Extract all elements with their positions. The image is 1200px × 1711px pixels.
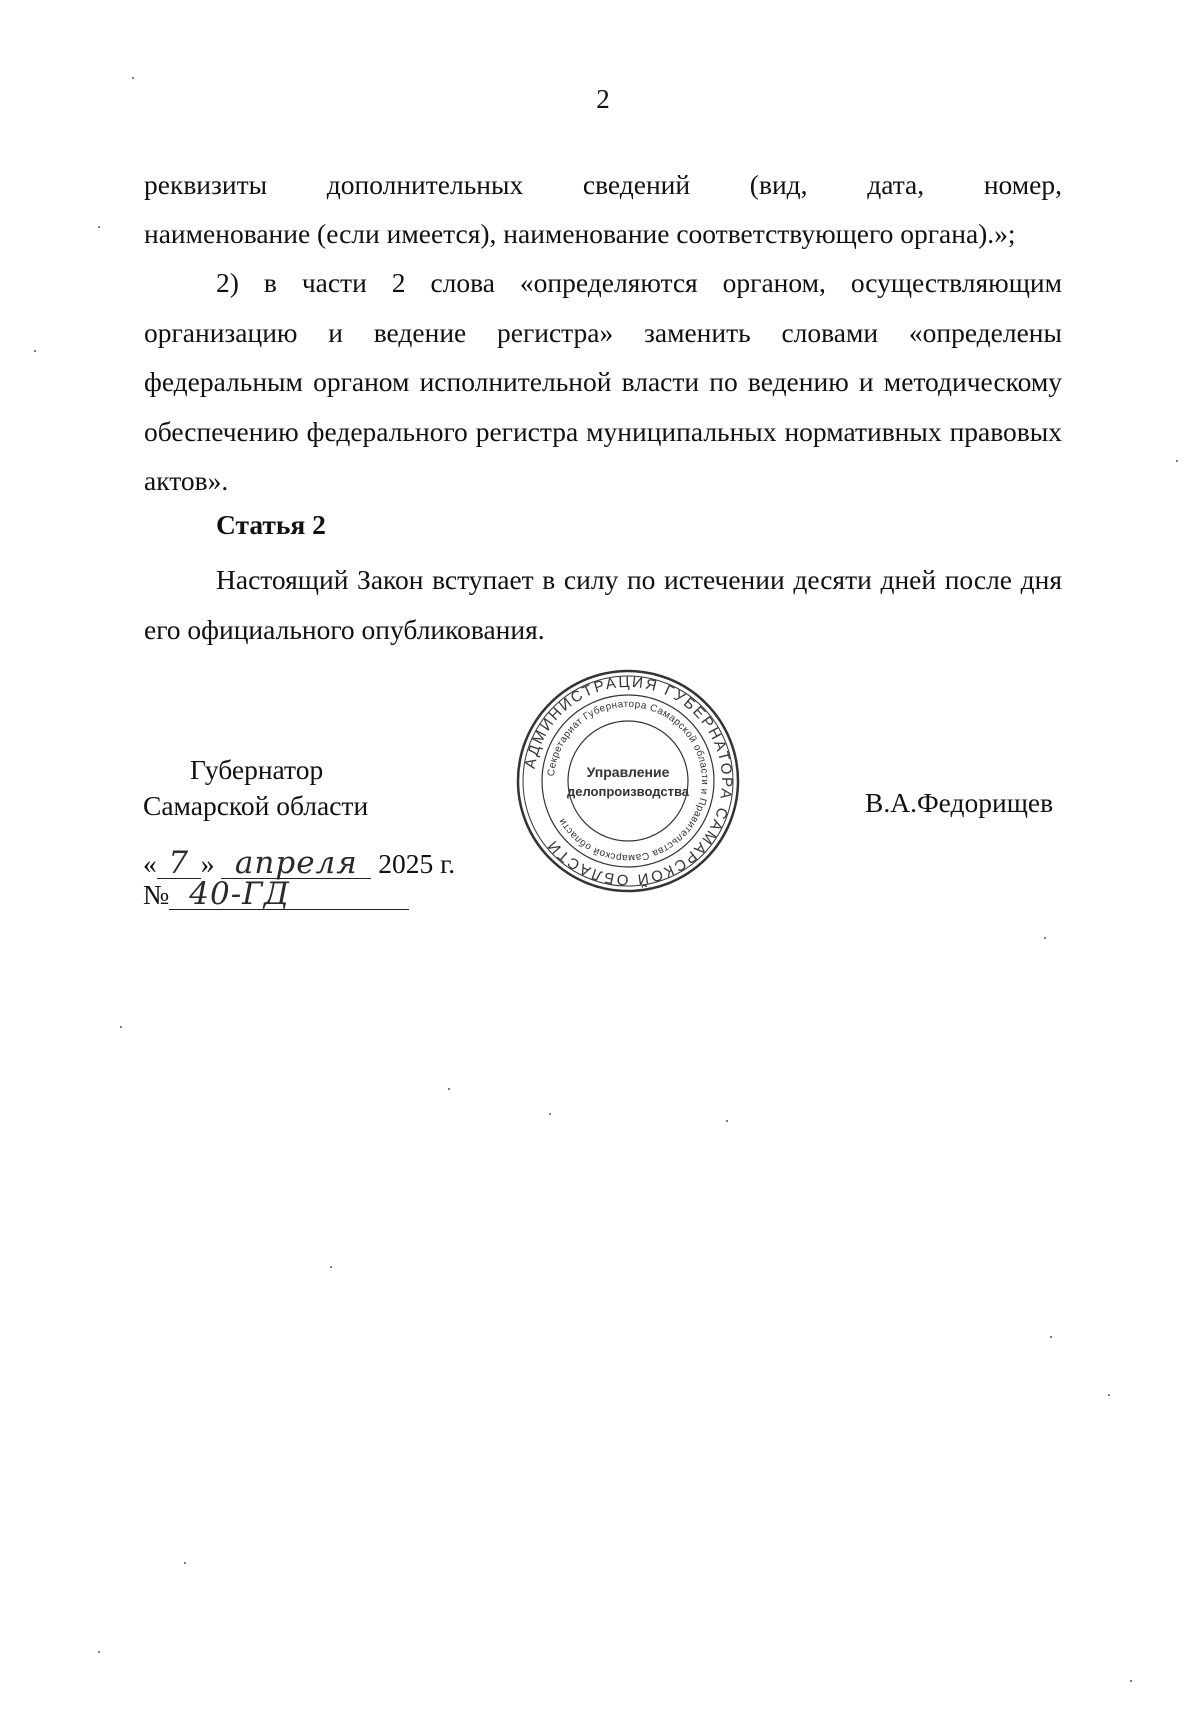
date-close-quote: » [200, 848, 215, 879]
page-number: 2 [596, 84, 610, 114]
signatory-title-line1: Губернатор [190, 754, 324, 785]
stamp-inner-text: Секретариат Губернатора Самарской области и Правительства Самарской области [546, 698, 711, 864]
scan-speck [1108, 1394, 1110, 1396]
stamp-center-line2: делопроизводства [566, 784, 690, 799]
paragraph-effective-date: Настоящий Закон вступает в силу по истечении десяти дней после дня его официального опубликования. [144, 564, 1062, 645]
law-number [143, 876, 409, 912]
paragraph-line: наименование (если имеется), наименование соответствующего органа).»; [144, 218, 1016, 249]
scan-speck [726, 1120, 728, 1122]
scan-speck [448, 1088, 450, 1090]
signatory-title-line2: Самарской области [143, 790, 369, 821]
scan-speck [1176, 460, 1178, 462]
scan-speck [1044, 937, 1046, 939]
signatory-title [143, 752, 368, 824]
svg-text:Секретариат Губернатора Самарс [546, 699, 710, 863]
scan-speck [132, 77, 134, 79]
scan-speck [98, 226, 100, 228]
official-stamp-seal [515, 668, 741, 894]
paragraph-amendment-2: 2) в части 2 слова «определяются органом, осуществляющим организацию и ведение регистра» заменить словами «определены федеральным органом исполнительной власти по ведению и методическому обеспечению федерального регистра муниципальных нормативных правовых актов». [144, 267, 1062, 496]
paragraph-line: реквизиты дополнительных сведений (вид, дата, номер, [144, 169, 1062, 200]
scan-speck [1130, 1680, 1132, 1682]
scan-speck [98, 1651, 100, 1653]
stamp-center-line1: Управление [586, 764, 670, 780]
scan-speck [549, 1113, 551, 1115]
date-open-quote: « [143, 848, 157, 879]
scan-speck [34, 350, 36, 352]
date-day-handwritten: 7 [168, 845, 190, 881]
date-month-handwritten: апреля [234, 845, 358, 881]
scan-speck [330, 1266, 332, 1268]
number-prefix: № [143, 879, 170, 910]
number-handwritten: 40-ГД [189, 876, 290, 912]
scan-speck [120, 1026, 122, 1028]
article-heading: Статья 2 [216, 509, 326, 540]
signatory-name: В.А.Федорищев [865, 787, 1054, 818]
date-year: 2025 г. [378, 848, 456, 879]
stamp-outer-text: АДМИНИСТРАЦИЯ ГУБЕРНАТОРА САМАРСКОЙ ОБЛАСТИ [521, 673, 736, 889]
scan-speck [184, 1562, 186, 1564]
scan-speck [1050, 1336, 1052, 1338]
